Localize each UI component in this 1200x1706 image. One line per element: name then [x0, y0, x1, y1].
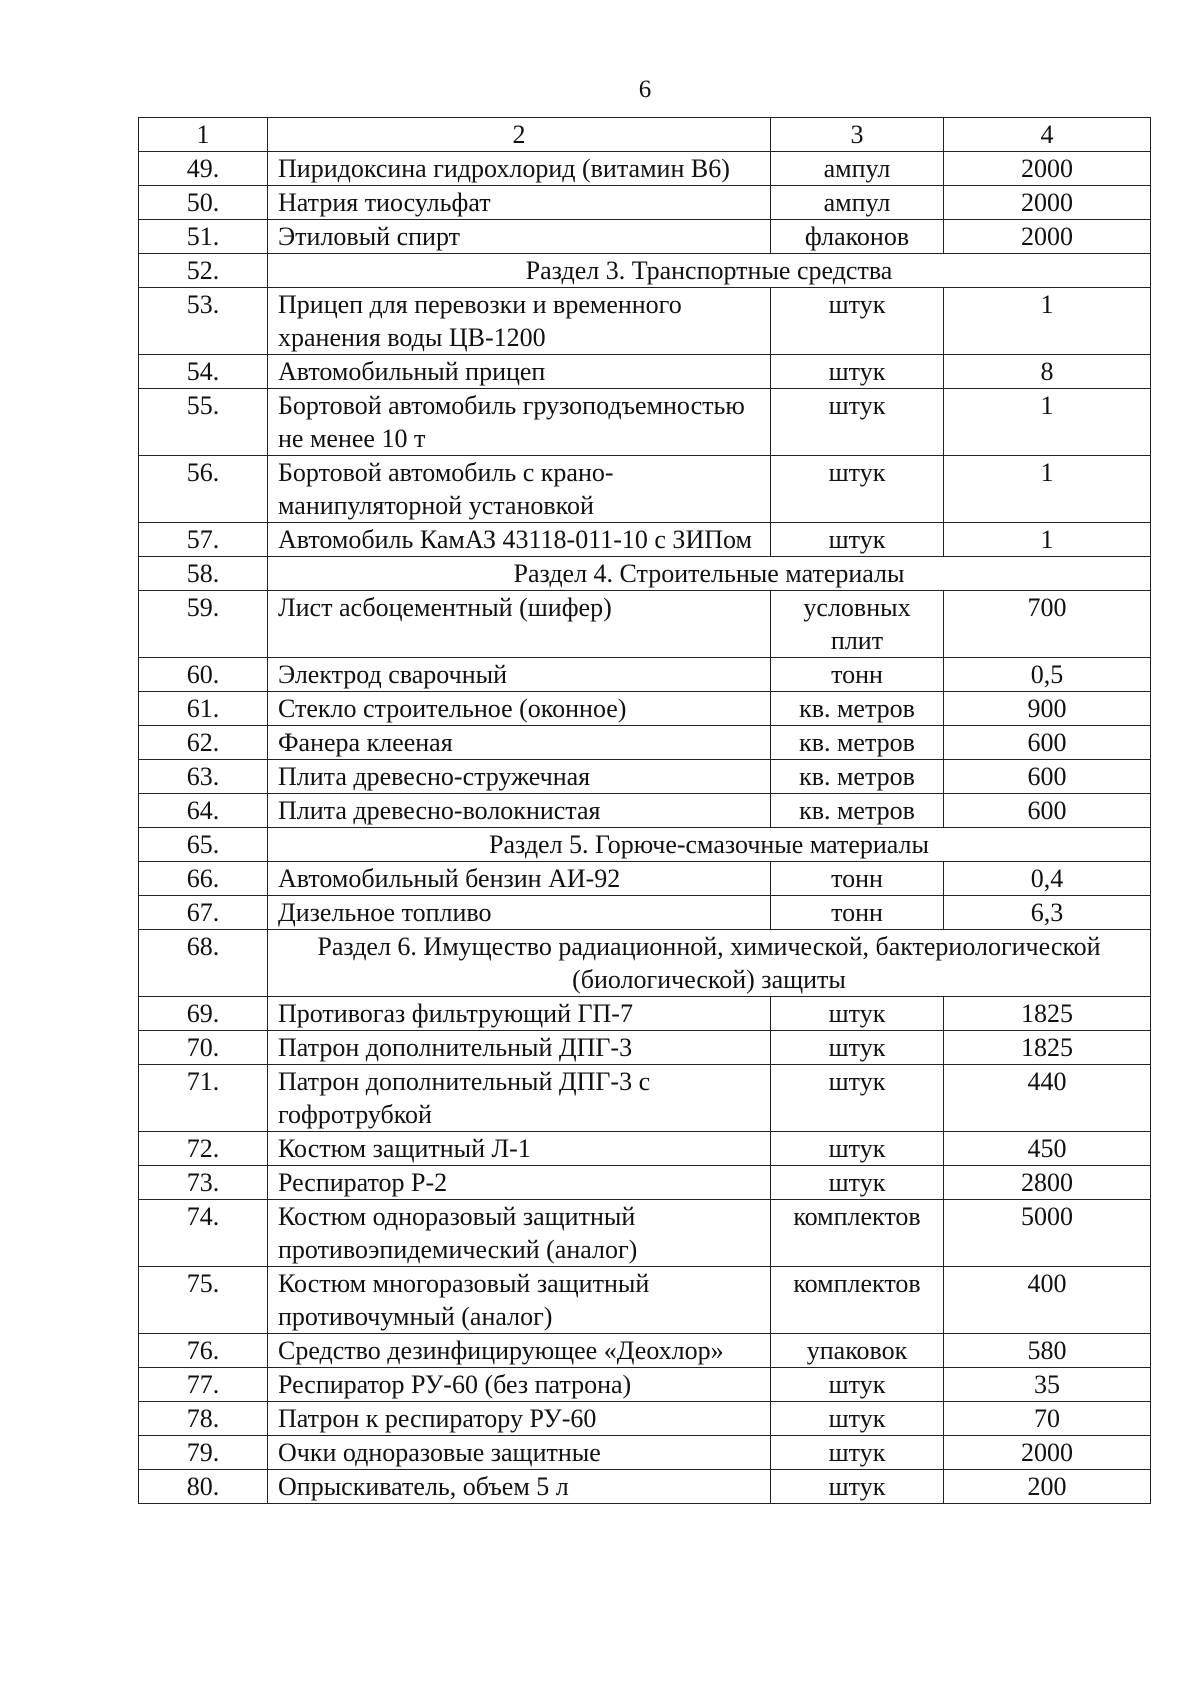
table-header-row — [139, 118, 1151, 152]
table-row — [139, 1267, 1151, 1334]
item-quantity: 1 — [944, 523, 1151, 557]
item-name: Автомобильный бензин АИ-92 — [268, 862, 771, 896]
section-title: Раздел 6. Имущество радиационной, химической, бактериологической (биологической) защиты — [268, 930, 1151, 997]
item-quantity: 2000 — [944, 152, 1151, 186]
table-row — [139, 1368, 1151, 1402]
row-number: 66. — [139, 862, 268, 896]
item-unit: флаконов — [771, 220, 944, 254]
header-cell: 2 — [268, 118, 771, 152]
item-name: Дизельное топливо — [268, 896, 771, 930]
item-name: Респиратор Р-2 — [268, 1166, 771, 1200]
item-name: Лист асбоцементный (шифер) — [268, 591, 771, 658]
row-number: 54. — [139, 355, 268, 389]
table-row — [139, 288, 1151, 355]
item-quantity: 0,5 — [944, 658, 1151, 692]
header-cell: 1 — [139, 118, 268, 152]
table-row — [139, 794, 1151, 828]
item-unit: тонн — [771, 658, 944, 692]
item-quantity: 900 — [944, 692, 1151, 726]
table-row — [139, 1436, 1151, 1470]
item-name: Бортовой автомобиль грузоподъемностью не менее 10 т — [268, 389, 771, 456]
table-row — [139, 692, 1151, 726]
table-row — [139, 220, 1151, 254]
table-row — [139, 389, 1151, 456]
item-unit: штук — [771, 1166, 944, 1200]
row-number: 57. — [139, 523, 268, 557]
row-number: 78. — [139, 1402, 268, 1436]
row-number: 70. — [139, 1031, 268, 1065]
section-row — [139, 557, 1151, 591]
row-number: 69. — [139, 997, 268, 1031]
table-row — [139, 1200, 1151, 1267]
item-quantity: 1 — [944, 456, 1151, 523]
section-row — [139, 828, 1151, 862]
item-quantity: 450 — [944, 1132, 1151, 1166]
table-row — [139, 591, 1151, 658]
table-row — [139, 862, 1151, 896]
item-quantity: 600 — [944, 794, 1151, 828]
row-number: 64. — [139, 794, 268, 828]
section-title: Раздел 5. Горюче-смазочные материалы — [268, 828, 1151, 862]
row-number: 67. — [139, 896, 268, 930]
table-row — [139, 152, 1151, 186]
item-name: Плита древесно-стружечная — [268, 760, 771, 794]
table-row — [139, 355, 1151, 389]
item-quantity: 400 — [944, 1267, 1151, 1334]
item-unit: штук — [771, 355, 944, 389]
row-number: 63. — [139, 760, 268, 794]
item-quantity: 600 — [944, 760, 1151, 794]
item-unit: штук — [771, 288, 944, 355]
row-number: 71. — [139, 1065, 268, 1132]
table-row — [139, 760, 1151, 794]
row-number: 65. — [139, 828, 268, 862]
item-unit: штук — [771, 997, 944, 1031]
item-unit: штук — [771, 1065, 944, 1132]
table-row — [139, 1031, 1151, 1065]
item-quantity: 0,4 — [944, 862, 1151, 896]
item-quantity: 580 — [944, 1334, 1151, 1368]
inventory-table — [138, 117, 1151, 1504]
table-row — [139, 726, 1151, 760]
item-name: Автомобиль КамАЗ 43118-011-10 с ЗИПом — [268, 523, 771, 557]
item-unit: штук — [771, 1470, 944, 1504]
item-unit: штук — [771, 456, 944, 523]
item-quantity: 1825 — [944, 997, 1151, 1031]
table-row — [139, 1334, 1151, 1368]
item-name: Патрон дополнительный ДПГ-3 с гофротрубкой — [268, 1065, 771, 1132]
row-number: 76. — [139, 1334, 268, 1368]
item-unit: тонн — [771, 896, 944, 930]
table-row — [139, 456, 1151, 523]
row-number: 51. — [139, 220, 268, 254]
table-row — [139, 523, 1151, 557]
table-row — [139, 896, 1151, 930]
item-unit: комплектов — [771, 1267, 944, 1334]
section-title: Раздел 4. Строительные материалы — [268, 557, 1151, 591]
item-name: Патрон дополнительный ДПГ-3 — [268, 1031, 771, 1065]
item-name: Плита древесно-волокнистая — [268, 794, 771, 828]
item-name: Автомобильный прицеп — [268, 355, 771, 389]
row-number: 72. — [139, 1132, 268, 1166]
item-name: Костюм одноразовый защитный противоэпидемический (аналог) — [268, 1200, 771, 1267]
row-number: 49. — [139, 152, 268, 186]
item-unit: штук — [771, 523, 944, 557]
row-number: 59. — [139, 591, 268, 658]
item-quantity: 70 — [944, 1402, 1151, 1436]
item-unit: комплектов — [771, 1200, 944, 1267]
item-quantity: 8 — [944, 355, 1151, 389]
section-row — [139, 254, 1151, 288]
table-row — [139, 1166, 1151, 1200]
item-quantity: 6,3 — [944, 896, 1151, 930]
item-name: Бортовой автомобиль с крано-манипуляторной установкой — [268, 456, 771, 523]
item-unit: кв. метров — [771, 692, 944, 726]
item-quantity: 700 — [944, 591, 1151, 658]
item-unit: ампул — [771, 152, 944, 186]
item-unit: кв. метров — [771, 726, 944, 760]
table-row — [139, 658, 1151, 692]
item-unit: кв. метров — [771, 760, 944, 794]
item-name: Фанера клееная — [268, 726, 771, 760]
row-number: 79. — [139, 1436, 268, 1470]
row-number: 74. — [139, 1200, 268, 1267]
item-quantity: 440 — [944, 1065, 1151, 1132]
table-row — [139, 1470, 1151, 1504]
item-name: Электрод сварочный — [268, 658, 771, 692]
item-name: Прицеп для перевозки и временного хранения воды ЦВ-1200 — [268, 288, 771, 355]
item-quantity: 5000 — [944, 1200, 1151, 1267]
item-unit: штук — [771, 389, 944, 456]
row-number: 55. — [139, 389, 268, 456]
item-name: Респиратор РУ-60 (без патрона) — [268, 1368, 771, 1402]
page-number: 6 — [638, 76, 652, 103]
item-quantity: 1 — [944, 288, 1151, 355]
item-name: Стекло строительное (оконное) — [268, 692, 771, 726]
section-title: Раздел 3. Транспортные средства — [268, 254, 1151, 288]
table-row — [139, 1065, 1151, 1132]
row-number: 56. — [139, 456, 268, 523]
item-unit: штук — [771, 1031, 944, 1065]
item-quantity: 2000 — [944, 186, 1151, 220]
row-number: 50. — [139, 186, 268, 220]
item-unit: кв. метров — [771, 794, 944, 828]
table-row — [139, 1132, 1151, 1166]
row-number: 75. — [139, 1267, 268, 1334]
item-quantity: 2800 — [944, 1166, 1151, 1200]
row-number: 73. — [139, 1166, 268, 1200]
row-number: 61. — [139, 692, 268, 726]
row-number: 52. — [139, 254, 268, 288]
item-name: Средство дезинфицирующее «Деохлор» — [268, 1334, 771, 1368]
item-unit: штук — [771, 1368, 944, 1402]
item-quantity: 2000 — [944, 1436, 1151, 1470]
item-name: Опрыскиватель, объем 5 л — [268, 1470, 771, 1504]
row-number: 60. — [139, 658, 268, 692]
header-cell: 4 — [944, 118, 1151, 152]
item-unit: условных плит — [771, 591, 944, 658]
item-name: Пиридоксина гидрохлорид (витамин В6) — [268, 152, 771, 186]
item-name: Костюм многоразовый защитный противочумный (аналог) — [268, 1267, 771, 1334]
table-row — [139, 1402, 1151, 1436]
item-quantity: 1 — [944, 389, 1151, 456]
table-row — [139, 997, 1151, 1031]
item-unit: штук — [771, 1402, 944, 1436]
row-number: 53. — [139, 288, 268, 355]
item-name: Этиловый спирт — [268, 220, 771, 254]
item-quantity: 600 — [944, 726, 1151, 760]
item-quantity: 2000 — [944, 220, 1151, 254]
item-name: Патрон к респиратору РУ-60 — [268, 1402, 771, 1436]
item-quantity: 200 — [944, 1470, 1151, 1504]
item-name: Костюм защитный Л-1 — [268, 1132, 771, 1166]
header-cell: 3 — [771, 118, 944, 152]
section-row — [139, 930, 1151, 997]
item-name: Очки одноразовые защитные — [268, 1436, 771, 1470]
row-number: 68. — [139, 930, 268, 997]
item-name: Противогаз фильтрующий ГП-7 — [268, 997, 771, 1031]
table-row — [139, 186, 1151, 220]
item-quantity: 35 — [944, 1368, 1151, 1402]
item-unit: тонн — [771, 862, 944, 896]
item-unit: ампул — [771, 186, 944, 220]
row-number: 77. — [139, 1368, 268, 1402]
row-number: 58. — [139, 557, 268, 591]
item-unit: штук — [771, 1436, 944, 1470]
item-unit: штук — [771, 1132, 944, 1166]
row-number: 80. — [139, 1470, 268, 1504]
item-unit: упаковок — [771, 1334, 944, 1368]
row-number: 62. — [139, 726, 268, 760]
item-quantity: 1825 — [944, 1031, 1151, 1065]
item-name: Натрия тиосульфат — [268, 186, 771, 220]
